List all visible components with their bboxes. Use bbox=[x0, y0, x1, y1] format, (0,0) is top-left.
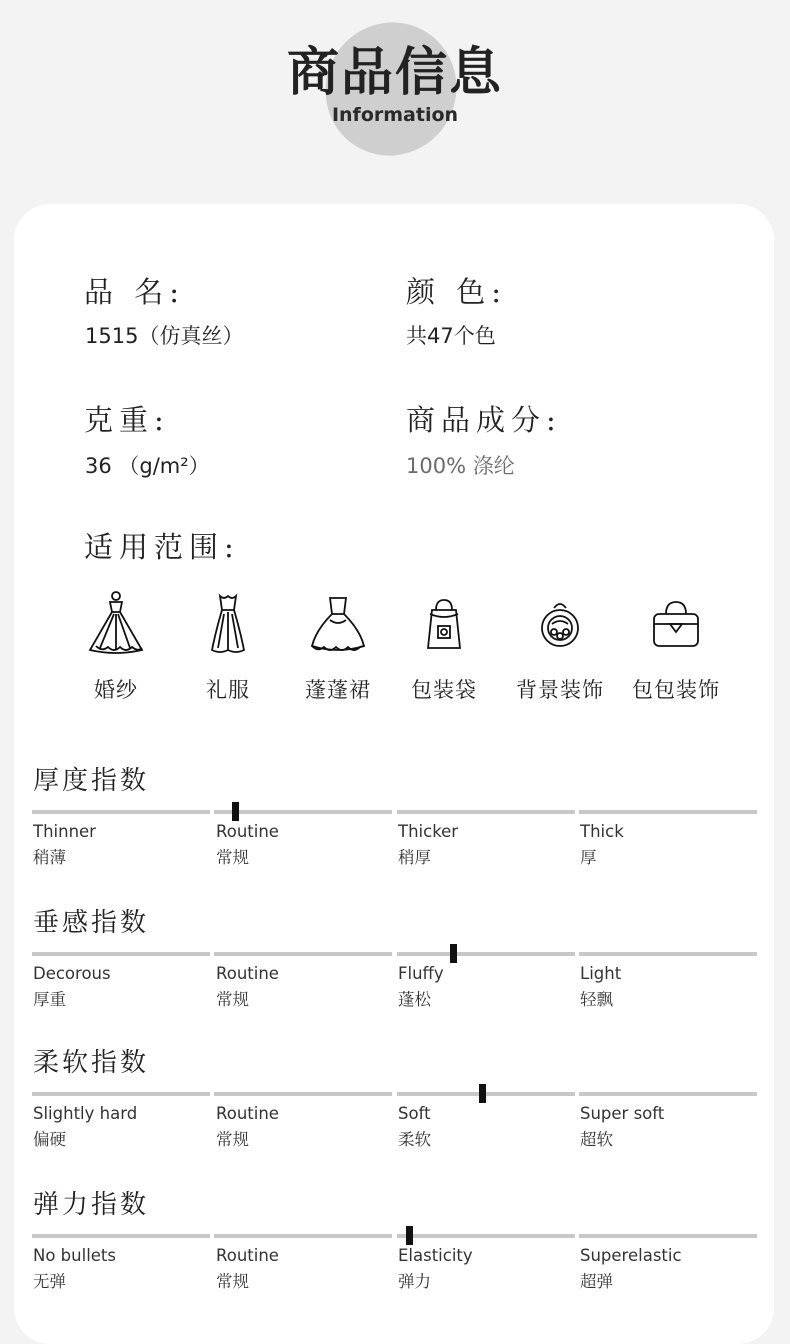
scale-option-en: Fluffy bbox=[398, 964, 444, 983]
scale-option-en: Light bbox=[580, 964, 622, 983]
scale-option-zh: 偏硬 bbox=[33, 1130, 66, 1149]
puffy-skirt-icon bbox=[308, 590, 368, 656]
scale-track-segment bbox=[579, 1234, 757, 1238]
usage-item-label: 背景装饰 bbox=[516, 678, 604, 702]
scale-option-zh: 常规 bbox=[216, 1272, 249, 1291]
usage-item bbox=[616, 590, 736, 710]
page-subtitle: Information bbox=[331, 104, 459, 126]
scale-option-zh: 厚 bbox=[580, 848, 597, 867]
scale-track-segment bbox=[214, 810, 392, 814]
scale-option-zh: 柔软 bbox=[398, 1130, 431, 1149]
wedding-gown-icon bbox=[86, 590, 146, 656]
scale-option-zh: 常规 bbox=[216, 848, 249, 867]
scale-option-zh: 弹力 bbox=[398, 1272, 431, 1291]
scale-option-en: Superelastic bbox=[580, 1246, 682, 1265]
page-header bbox=[0, 0, 790, 200]
scale-track-segment bbox=[397, 1092, 575, 1096]
usage-item bbox=[278, 590, 398, 710]
evening-dress-icon bbox=[198, 590, 258, 656]
scale-track-segment bbox=[32, 952, 210, 956]
scale-track-segment bbox=[214, 952, 392, 956]
composition-label: 商品成分: bbox=[406, 403, 562, 437]
scale-option-en: Thicker bbox=[398, 822, 459, 841]
scale-option-en: Thick bbox=[580, 822, 624, 841]
scale-track-segment bbox=[397, 1234, 575, 1238]
scale-track-segment bbox=[579, 1092, 757, 1096]
usage-item bbox=[500, 590, 620, 710]
packaging-bag-icon bbox=[414, 590, 474, 656]
scale-option-zh: 无弹 bbox=[33, 1272, 66, 1291]
scale-option-en: Super soft bbox=[580, 1104, 665, 1123]
scale-track-segment bbox=[32, 1234, 210, 1238]
usage-item bbox=[168, 590, 288, 710]
composition-value: 100% 涤纶 bbox=[406, 454, 515, 478]
scale-option-zh: 超软 bbox=[580, 1130, 613, 1149]
scale-option-en: Routine bbox=[216, 822, 279, 841]
index-title: 厚度指数 bbox=[33, 766, 150, 796]
usage-item-label: 礼服 bbox=[206, 678, 250, 702]
name-label: 品 名: bbox=[84, 275, 185, 309]
color-value: 共47个色 bbox=[406, 324, 496, 348]
weight-label: 克重: bbox=[84, 403, 170, 437]
scale-option-en: Routine bbox=[216, 1246, 279, 1265]
page-title: 商品信息 bbox=[286, 43, 503, 103]
scale-track-segment bbox=[579, 952, 757, 956]
scale-option-zh: 厚重 bbox=[33, 990, 66, 1009]
scale-marker bbox=[479, 1084, 486, 1103]
scale-option-zh: 常规 bbox=[216, 990, 249, 1009]
scale-marker bbox=[450, 944, 457, 963]
usage-item-label: 包包装饰 bbox=[632, 678, 720, 702]
scale-track-segment bbox=[32, 810, 210, 814]
scale-track-segment bbox=[32, 1092, 210, 1096]
usage-item-label: 包装袋 bbox=[411, 678, 477, 702]
index-title: 柔软指数 bbox=[33, 1048, 150, 1078]
scale-option-en: Routine bbox=[216, 964, 279, 983]
scale-option-en: Decorous bbox=[33, 964, 111, 983]
scale-option-zh: 常规 bbox=[216, 1130, 249, 1149]
scale-track-segment bbox=[397, 810, 575, 814]
scale-option-zh: 轻飘 bbox=[580, 990, 613, 1009]
handbag-icon bbox=[646, 590, 706, 656]
usage-item-label: 蓬蓬裙 bbox=[305, 678, 371, 702]
scale-option-en: Routine bbox=[216, 1104, 279, 1123]
scale-option-zh: 稍薄 bbox=[33, 848, 66, 867]
scale-track-segment bbox=[397, 952, 575, 956]
scale-track-segment bbox=[214, 1092, 392, 1096]
usage-item bbox=[384, 590, 504, 710]
scale-marker bbox=[232, 802, 239, 821]
scale-option-en: Slightly hard bbox=[33, 1104, 138, 1123]
index-title: 弹力指数 bbox=[33, 1190, 150, 1220]
usage-item-label: 婚纱 bbox=[94, 678, 138, 702]
scale-option-zh: 蓬松 bbox=[398, 990, 431, 1009]
scale-marker bbox=[406, 1226, 413, 1245]
scale-option-zh: 超弹 bbox=[580, 1272, 613, 1291]
usage-item bbox=[56, 590, 176, 710]
usage-label: 适用范围: bbox=[84, 530, 240, 564]
color-label: 颜 色: bbox=[406, 275, 507, 309]
name-value: 1515（仿真丝） bbox=[85, 324, 244, 348]
weight-value: 36 （g/m²） bbox=[85, 454, 210, 478]
background-decor-icon bbox=[530, 590, 590, 656]
scale-option-zh: 稍厚 bbox=[398, 848, 431, 867]
scale-option-en: Thinner bbox=[33, 822, 96, 841]
index-title: 垂感指数 bbox=[33, 908, 150, 938]
scale-track-segment bbox=[214, 1234, 392, 1238]
scale-option-en: Elasticity bbox=[398, 1246, 473, 1265]
scale-option-en: Soft bbox=[398, 1104, 431, 1123]
scale-track-segment bbox=[579, 810, 757, 814]
scale-option-en: No bullets bbox=[33, 1246, 116, 1265]
